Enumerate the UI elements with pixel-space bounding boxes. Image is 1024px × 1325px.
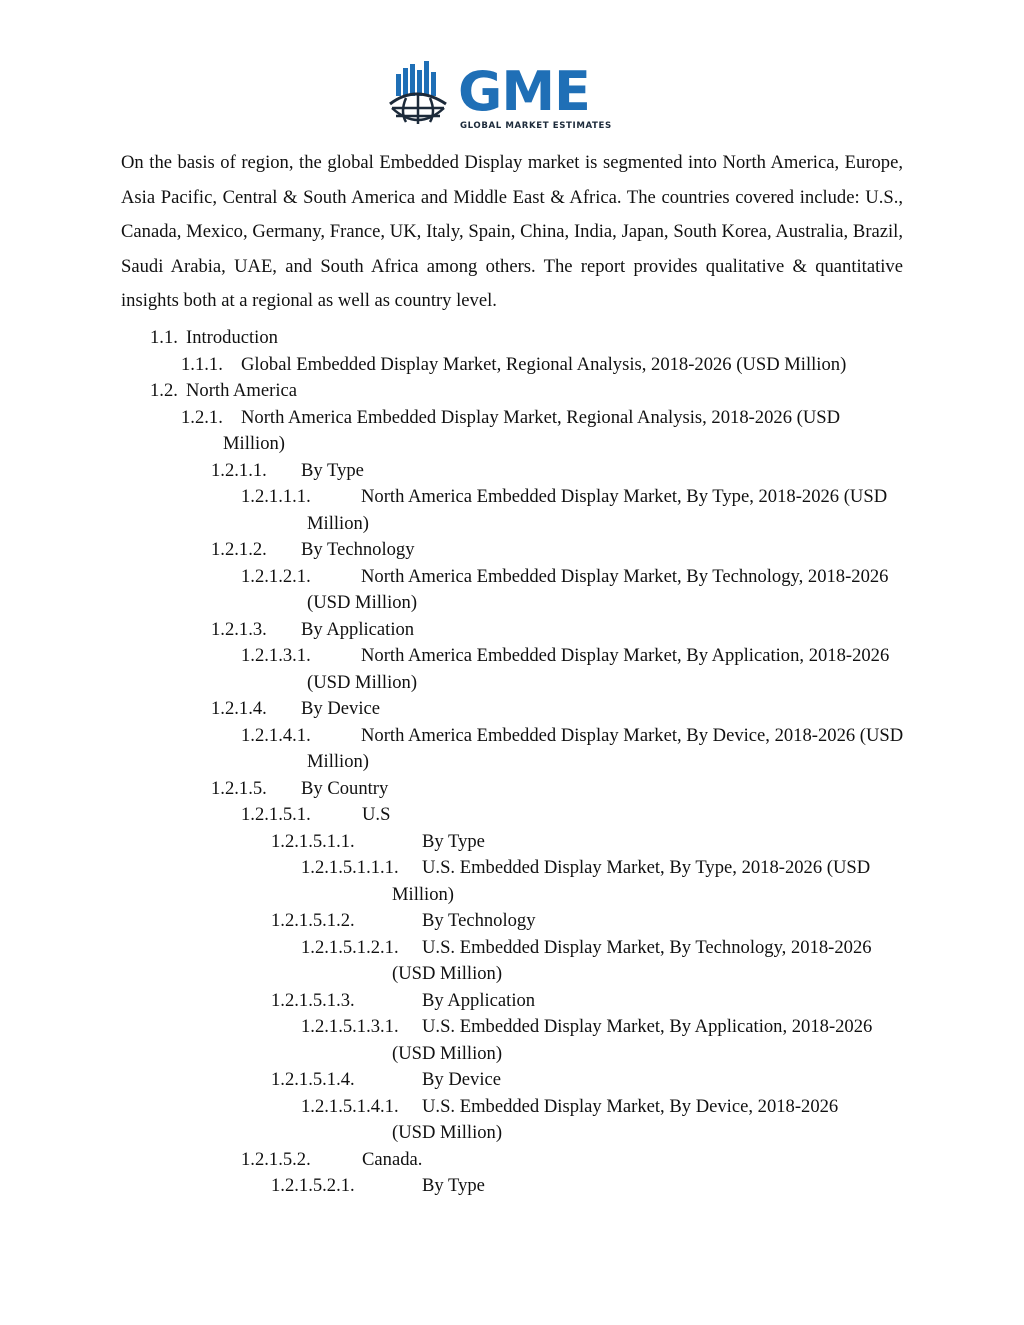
toc-entry [0, 643, 1024, 696]
toc-entry [0, 352, 1024, 379]
toc-entry-title: By Type [422, 1175, 485, 1196]
toc-entry-title: U.S. Embedded Display Market, By Technology, 2018-2026 (USD Million) [392, 936, 872, 984]
toc-entry-number: 1.1.1. [181, 353, 223, 375]
toc-entry-title: Canada. [362, 1148, 423, 1170]
toc-entry-number: 1.2.1.5.1.2.1. [301, 936, 399, 958]
toc-entry [0, 484, 1024, 537]
toc-entry-title: North America [186, 380, 298, 401]
toc-entry-title: North America Embedded Display Market, By Application, 2018-2026 (USD Million) [307, 645, 890, 693]
table-of-contents [0, 325, 1024, 1200]
toc-entry-title: North America Embedded Display Market, By Technology, 2018-2026 (USD Million) [307, 565, 889, 613]
toc-entry [0, 802, 1024, 829]
toc-entry-title: North America Embedded Display Market, By Device, 2018-2026 (USD Million) [307, 724, 904, 772]
toc-entry [0, 458, 1024, 485]
toc-entry-title: By Application [301, 618, 415, 640]
toc-entry-number: 1.2.1.2.1. [241, 565, 311, 587]
toc-entry-title: North America Embedded Display Market, By Type, 2018-2026 (USD Million) [307, 486, 888, 534]
toc-entry [0, 325, 1024, 352]
toc-entry-title: North America Embedded Display Market, Regional Analysis, 2018-2026 (USD Million) [223, 406, 841, 454]
svg-text:GME: GME [458, 60, 590, 123]
toc-entry-number: 1.2.1.5.1.3.1. [301, 1016, 399, 1037]
toc-entry-title: By Application [422, 989, 536, 1011]
toc-entry-number: 1.2.1.5.1.3. [271, 989, 355, 1011]
toc-entry-number: 1.2.1.5.1.1. [271, 830, 355, 852]
toc-entry-number: 1.2.1.4.1. [241, 724, 311, 746]
toc-entry-title: U.S [362, 804, 391, 825]
toc-entry [0, 1014, 1024, 1067]
toc-entry [0, 855, 1024, 908]
toc-entry-number: 1.2.1.5. [211, 777, 267, 799]
toc-entry [0, 537, 1024, 564]
toc-entry-number: 1.2.1.5.1.4. [271, 1069, 355, 1090]
toc-entry-number: 1.1. [150, 327, 178, 348]
toc-entry-title: By Technology [301, 539, 415, 560]
toc-entry [0, 564, 1024, 617]
toc-entry [0, 1067, 1024, 1094]
toc-entry [0, 908, 1024, 935]
toc-entry-number: 1.2.1.1.1. [241, 486, 311, 507]
toc-entry-number: 1.2. [150, 380, 178, 401]
toc-entry-title: Introduction [186, 327, 278, 348]
toc-entry [0, 776, 1024, 803]
toc-entry-title: U.S. Embedded Display Market, By Type, 2018-2026 (USD Million) [392, 857, 871, 905]
toc-entry-title: Global Embedded Display Market, Regional Analysis, 2018-2026 (USD Million) [241, 353, 847, 375]
toc-entry-number: 1.2.1.3.1. [241, 645, 311, 666]
gme-logo [388, 58, 640, 134]
toc-entry-title: By Device [301, 698, 380, 719]
toc-entry [0, 617, 1024, 644]
toc-entry-number: 1.2.1.3. [211, 618, 267, 640]
toc-entry-title: By Device [422, 1069, 501, 1090]
toc-entry [0, 696, 1024, 723]
toc-entry [0, 723, 1024, 776]
toc-entry-number: 1.2.1.5.1.4.1. [301, 1095, 399, 1117]
toc-entry-number: 1.2.1.5.2.1. [271, 1175, 355, 1196]
toc-entry-number: 1.2.1.1. [211, 459, 267, 481]
toc-entry-title: By Country [301, 777, 389, 799]
globe-bars-icon [388, 58, 640, 134]
region-paragraph: On the basis of region, the global Embedded Display market is segmented into North America, Europe, Asia Pacific, Central & South America and Middle East & Africa. The countries covered include: U.S., Canada, Mexico, Germany, France, UK, Italy, Spain, China, India, Japan, South Korea, Australia, Brazil, Saudi Arabia, UAE, and South Africa among others. The report provides qualitative & quantitative insights both at a regional as well as country level. [121, 152, 903, 312]
toc-entry [0, 935, 1024, 988]
toc-entry-number: 1.2.1. [181, 406, 223, 428]
toc-entry-title: By Type [301, 459, 364, 481]
toc-entry [0, 378, 1024, 405]
toc-entry-title: U.S. Embedded Display Market, By Application, 2018-2026 (USD Million) [392, 1016, 873, 1064]
toc-entry [0, 1094, 1024, 1147]
toc-entry-number: 1.2.1.2. [211, 539, 267, 560]
toc-entry-number: 1.2.1.5.2. [241, 1148, 311, 1170]
svg-text:GLOBAL MARKET ESTIMATES: GLOBAL MARKET ESTIMATES [460, 121, 612, 131]
toc-entry-title: U.S. Embedded Display Market, By Device, 2018-2026 (USD Million) [392, 1095, 839, 1143]
toc-entry-title: By Type [422, 830, 485, 852]
toc-entry [0, 1173, 1024, 1200]
toc-entry-number: 1.2.1.5.1.1.1. [301, 857, 399, 878]
toc-entry [0, 1147, 1024, 1174]
toc-entry-number: 1.2.1.5.1. [241, 804, 311, 825]
toc-entry-title: By Technology [422, 910, 536, 931]
toc-entry [0, 829, 1024, 856]
toc-entry-number: 1.2.1.4. [211, 698, 267, 719]
toc-entry-number: 1.2.1.5.1.2. [271, 910, 355, 931]
toc-entry [0, 405, 1024, 458]
toc-entry [0, 988, 1024, 1015]
